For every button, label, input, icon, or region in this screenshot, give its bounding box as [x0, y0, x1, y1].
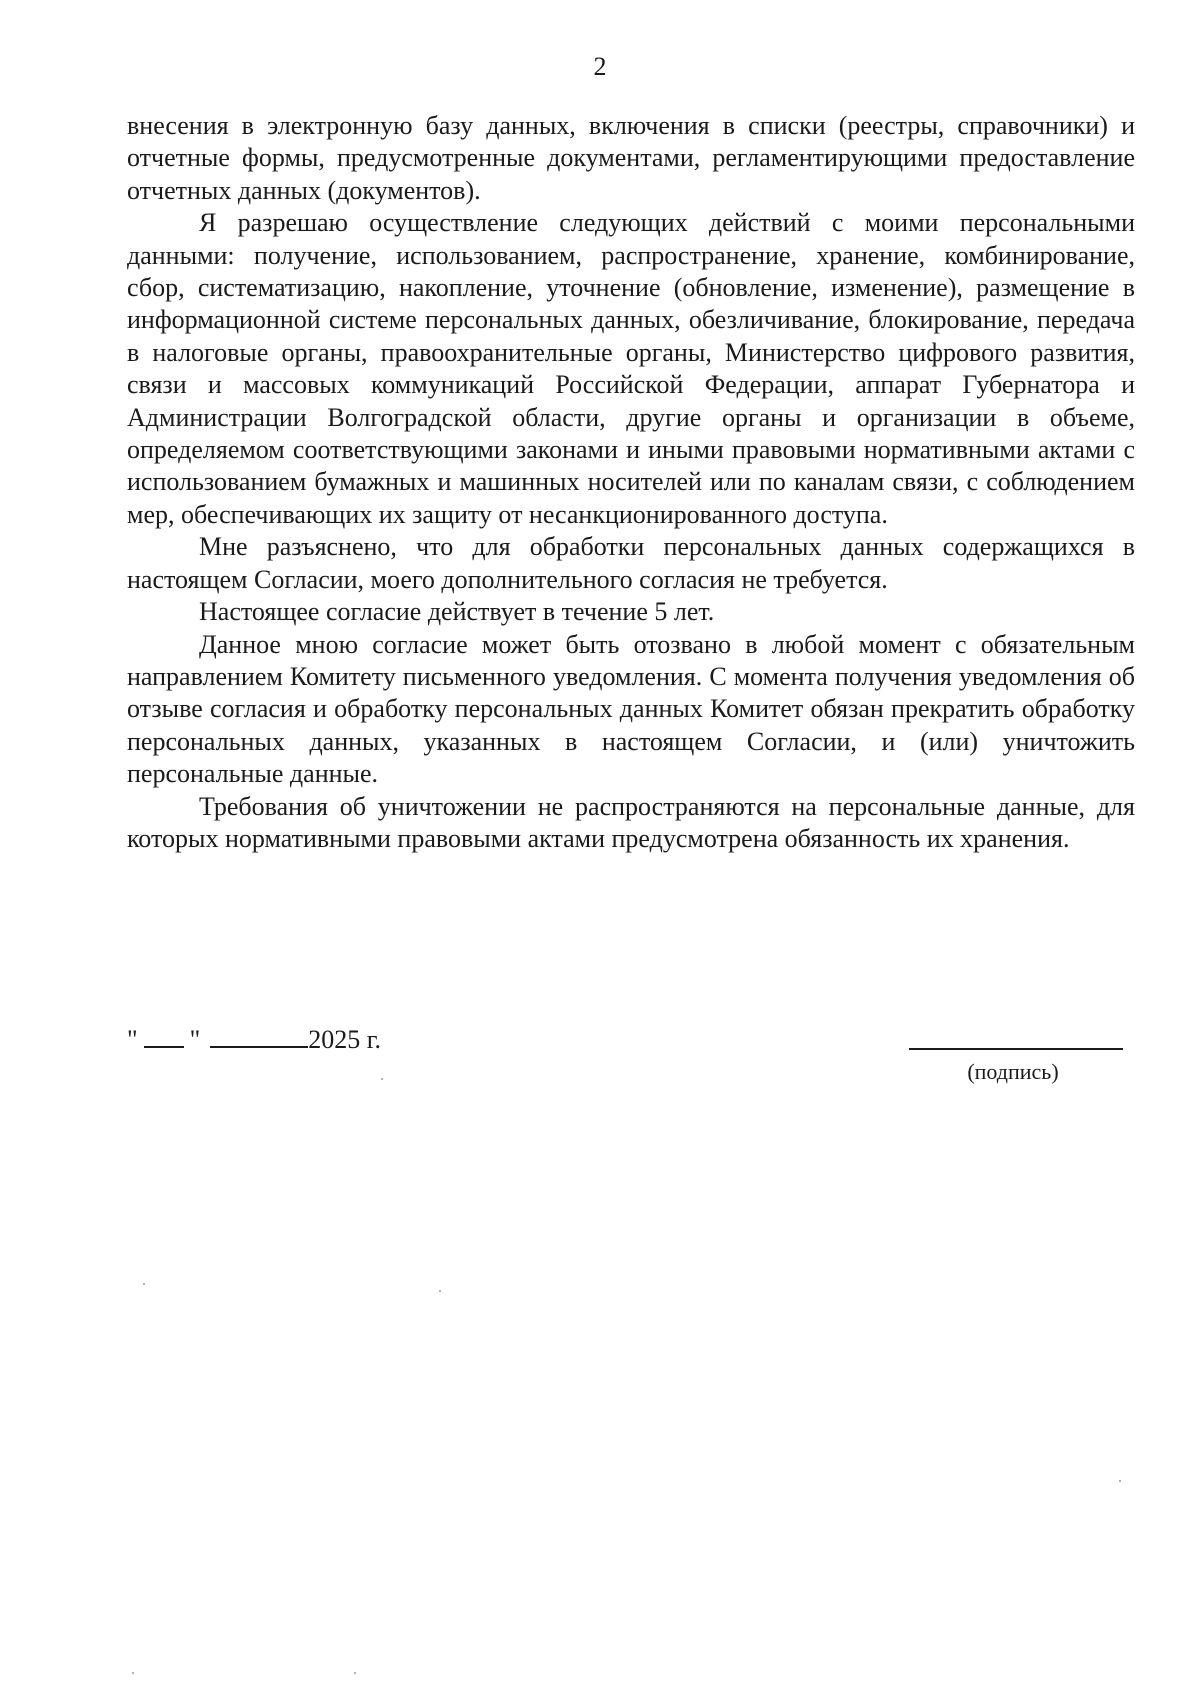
paragraph-validity-period: Настоящее согласие действует в течение 5 лет.	[199, 597, 715, 627]
paragraph-consent-withdrawal: Данное мною согласие может быть отозвано в любой момент с обязательным направлением Комитету письменного уведомления. С момента получения уведомления об отзыве согласия и обработку персональных данных Комитет обязан прекратить обработку персональных данных, указанных в настоящем Согласии, и (или) уничтожить персональные данные.	[127, 629, 1135, 789]
day-blank	[144, 1022, 184, 1048]
scan-speck	[354, 1672, 356, 1674]
paragraph-destruction-requirements: Требования об уничтожении не распространяются на персональные данные, для которых нормативными правовыми актами предусмотрена обязанность их хранения.	[127, 791, 1135, 853]
page-number: 2	[593, 52, 607, 81]
signature-block	[127, 1022, 1135, 1092]
scan-speck	[1119, 1480, 1121, 1482]
signature-caption: (подпись)	[967, 1059, 1059, 1084]
signature-line	[909, 1048, 1123, 1050]
paragraph-continuation: внесения в электронную базу данных, включения в списки (реестры, справочники) и отчетные формы, предусмотренные документами, регламентирующими предоставление отчетных данных (документов).	[127, 111, 1135, 205]
date-year: 2025 г.	[308, 1025, 381, 1054]
date-quote-close: "	[189, 1025, 201, 1054]
date-quote-open: "	[127, 1025, 138, 1054]
document-body	[127, 110, 1135, 855]
scan-speck	[439, 1290, 441, 1292]
date-field	[127, 1022, 381, 1056]
scan-speck	[381, 1078, 383, 1080]
month-blank	[210, 1022, 308, 1048]
paragraph-no-additional-consent: Мне разъяснено, что для обработки персональных данных содержащихся в настоящем Согласии, моего дополнительного согласия не требуется.	[127, 532, 1135, 594]
scan-speck	[143, 1283, 145, 1285]
paragraph-permitted-actions: Я разрешаю осуществление следующих действий с моими персональными данными: получение, использованием, распространение, хранение, комбинирование, сбор, систематизацию, накопление, уточнение (обновление, изменение), размещение в информационной системе персональных данных, обезличивание, блокирование, передача в налоговые органы, правоохранительные органы, Министерство цифрового развития, связи и массовых коммуникаций Российской Федерации, аппарат Губернатора и Администрации Волгоградской области, другие органы и организации в объеме, определяемом соответствующими законами и иными правовыми нормативными актами с использованием бумажных и машинных носителей или по каналам связи, с соблюдением мер, обеспечивающих их защиту от несанкционированного доступа.	[127, 208, 1135, 529]
scan-speck	[132, 1672, 134, 1674]
